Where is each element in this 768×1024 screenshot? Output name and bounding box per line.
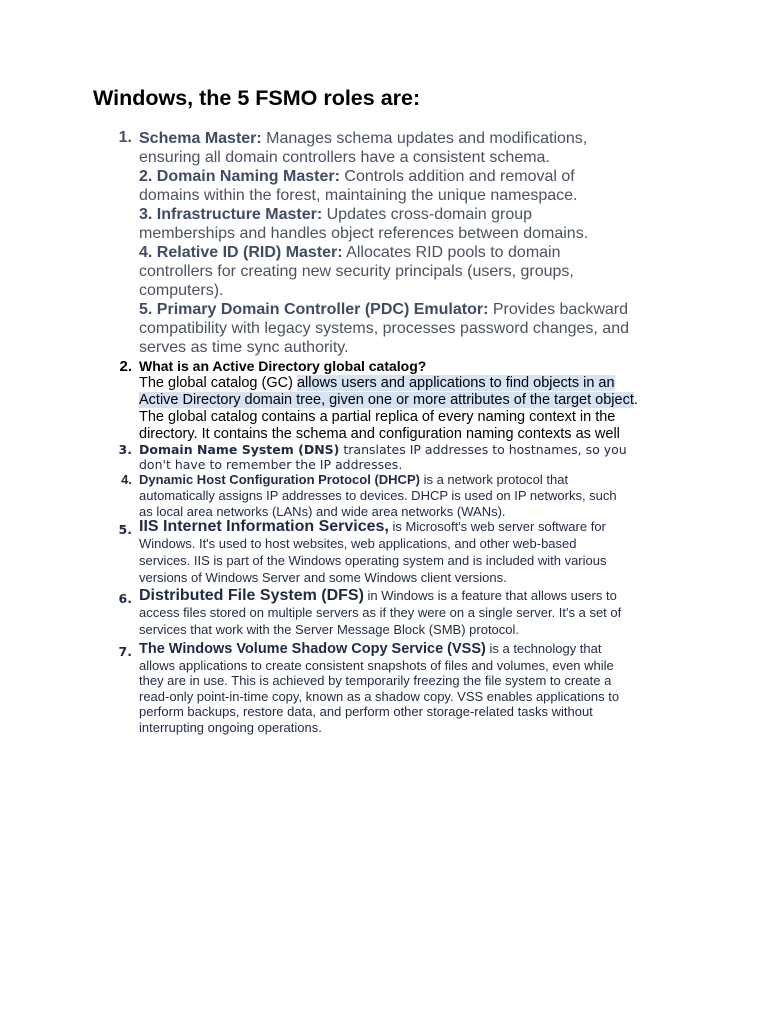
dns-block: Domain Name System (DNS) translates IP addresses to hostnames, so you don't have to remember the IP addresses.: [139, 442, 627, 472]
page-title: Windows, the 5 FSMO roles are:: [93, 86, 421, 110]
highlighted-text: allows users and applications to find objects in an: [296, 375, 615, 391]
highlighted-text: Active Directory domain tree, given one or more attributes of the target object: [139, 392, 634, 408]
fsmo-role-domain-naming: 2. Domain Naming Master: Controls addition and removal of: [139, 168, 575, 185]
dhcp-block: Dynamic Host Configuration Protocol (DHCP) is a network protocol that automatically assigns IP addresses to devices. DHCP is used on IP networks, such as local area networks (LANs) and wide area networks (WANs).: [139, 472, 617, 519]
global-catalog-block: What is an Active Directory global catalog? The global catalog (GC) allows users and applications to find objects in an Active Directory domain tree, given one or more attributes of the target object. The global catalog contains a partial replica of every naming context in the directory. It contains the schema and configuration naming contexts as well: [139, 358, 679, 443]
fsmo-role-rid: 4. Relative ID (RID) Master: Allocates RID pools to domain: [139, 244, 561, 261]
iis-term: IIS Internet Information Services,: [139, 518, 389, 535]
list-number-2: 2.: [119, 358, 132, 375]
list-number-7: 7.: [118, 644, 132, 659]
fsmo-role-schema: Schema Master: Manages schema updates and modifications,: [139, 130, 588, 147]
global-catalog-heading: What is an Active Directory global catalog?: [139, 358, 427, 374]
vss-block: The Windows Volume Shadow Copy Service (VSS) is a technology that allows applications to create consistent snapshots of files and volumes, even while they are in use. This is achieved by temporarily freezing the file system to create a read-only point-in-time copy, known as a shadow copy. VSS enables applications to perform backups, restore data, and perform other storage-related tasks without interrupting ongoing operations.: [139, 641, 620, 735]
fsmo-role-pdc: 5. Primary Domain Controller (PDC) Emulator: Provides backward: [139, 301, 629, 318]
list-number-5: 5.: [118, 522, 132, 537]
dfs-term: Distributed File System (DFS): [139, 587, 364, 604]
dfs-block: Distributed File System (DFS) in Windows is a feature that allows users to access files stored on multiple servers as if they were on a single server. It's a set of services that work with the Server Message Block (SMB) protocol.: [139, 587, 622, 637]
vss-term: The Windows Volume Shadow Copy Service (VSS): [139, 641, 486, 657]
list-number-6: 6.: [118, 591, 132, 606]
list-number-1: 1.: [118, 129, 132, 146]
fsmo-roles-block: Schema Master: Manages schema updates and modifications, ensuring all domain controllers have a consistent schema. 2. Domain Naming Master: Controls addition and removal of domains within the forest, maintaining the unique namespace. 3. Infrastructure Master: Updates cross-domain group memberships and handles object references between domains. 4. Relative ID (RID) Master: Allocates RID pools to domain controllers for creating new security principals (users, groups, computers). 5. Primary Domain Controller (PDC) Emulator: Provides backward compatibility with legacy systems, processes password changes, and serves as time sync authority.: [139, 129, 679, 357]
dhcp-term: Dynamic Host Configuration Protocol (DHCP): [139, 472, 420, 487]
fsmo-role-infrastructure: 3. Infrastructure Master: Updates cross-domain group: [139, 206, 533, 223]
list-number-4: 4.: [121, 472, 132, 487]
dns-term: Domain Name System (DNS): [139, 442, 340, 457]
list-number-3: 3.: [118, 442, 132, 457]
iis-block: IIS Internet Information Services, is Microsoft's web server software for Windows. It's used to host websites, web applications, and other web-based services. IIS is part of the Windows operating system and is included with various versions of Windows Server and some Windows client versions.: [139, 518, 607, 585]
